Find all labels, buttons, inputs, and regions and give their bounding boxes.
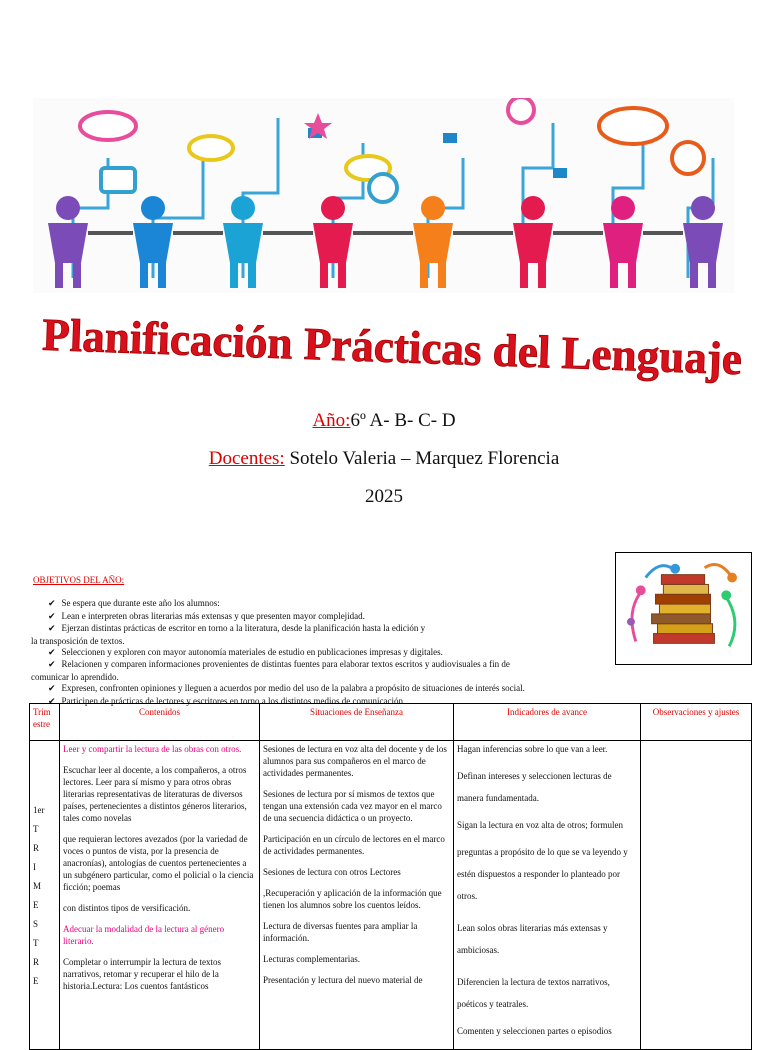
anio-label: Año: [312,410,351,431]
contenidos-section-title: Leer y compartir la lectura de las obras con otros. [63,744,242,754]
indicadores-cell [454,741,641,1050]
objective-item: ✔ Se espera que durante este año los alumnos: [48,598,220,610]
anio-value: 6º A- B- C- D [350,410,456,431]
trimestre-label: 1er [33,805,45,815]
header-contenidos: Contenidos [60,704,260,741]
contenidos-section-title: Adecuar la modalidad de la lectura al género literario. [63,924,225,946]
books-illustration [615,552,752,665]
situacion-item: Participación en un círculo de lectores en el marco de actividades permanentes. [263,834,445,856]
docentes-value: Sotelo Valeria – Marquez Florencia [284,448,560,469]
teachers-line [0,448,768,470]
indicador-item: preguntas a propósito de lo que se va leyendo y estén dispuestos a responder lo planteado por otros. [457,847,628,901]
check-icon: ✔ [48,684,56,695]
objective-item: ✔ Seleccionen y exploren con mayor autonomía materiales de estudio en publicaciones impresas y digitales. [48,647,443,659]
contenidos-paragraph: que requieran lectores avezados (por la variedad de voces o puntos de vista, por la presencia de anacronías), antologías de cuentos pertenecientes a un subgénero particular, como el policial o la ciencia ficción; poemas [63,834,254,892]
indicador-item: Comenten y seleccionen partes o episodios [457,1026,612,1036]
objective-continuation: comunicar lo aprendido. [31,671,119,682]
situacion-item: Sesiones de lectura por sí mismos de textos que tengan una extensión cada vez mayor en el marco de una secuencia didáctica o un proyecto. [263,789,442,823]
indicador-item: Sigan la lectura en voz alta de otros; formulen [457,820,623,830]
page-title [0,290,768,390]
banner-illustration [33,98,734,293]
table-header-row [30,704,752,741]
header-situaciones: Situaciones de Enseñanza [260,704,454,741]
situacion-item: ,Recuperación y aplicación de la información que tienen los alumnos sobre los cuentos leídos. [263,888,442,910]
check-icon: ✔ [48,696,56,707]
objective-item: ✔ Expresen, confronten opiniones y lleguen a acuerdos por medio del uso de la palabra a propósito de situaciones de interés social. [48,683,525,695]
situaciones-cell [260,741,454,1050]
contenidos-paragraph: Completar o interrumpir la lectura de textos narrativos, retomar y recuperar el hilo de la historia.Lectura: Los cuentos fantásticos [63,957,221,991]
indicador-item: Diferencien la lectura de textos narrativos, poéticos y teatrales. [457,977,610,1009]
check-icon: ✔ [48,599,56,610]
objective-item: ✔ Relacionen y comparen informaciones provenientes de distintas fuentes para elaborar textos escritos y audiovisuales a fin de [48,659,510,671]
check-icon: ✔ [48,648,56,659]
header-trimestre: Trim estre [30,704,60,741]
contenidos-paragraph: con distintos tipos de versificación. [63,903,191,913]
objective-item: ✔ Ejerzan distintas prácticas de escritor en torno a la literatura, desde la planificación hasta la edición y [48,623,426,635]
docentes-label: Docentes: [208,448,285,469]
table-row [30,741,752,1050]
situacion-item: Presentación y lectura del nuevo material de [263,975,423,985]
check-icon: ✔ [48,624,56,635]
planning-table [29,703,752,1050]
objective-item: ✔ Lean e interpreten obras literarias más extensas y que presenten mayor complejidad. [48,610,365,622]
indicador-item: Definan intereses y seleccionen lecturas de manera fundamentada. [457,771,612,803]
check-icon: ✔ [48,611,56,622]
situacion-item: Lectura de diversas fuentes para ampliar la información. [263,921,418,943]
header-indicadores: Indicadores de avance [454,704,641,741]
year-grades-line [0,410,768,432]
objectives-section [33,575,613,708]
indicador-item: Lean solos obras literarias más extensas y ambiciosas. [457,923,608,955]
indicador-item: Hagan inferencias sobre lo que van a leer. [457,744,608,754]
contenidos-cell [60,741,260,1050]
situacion-item: Sesiones de lectura con otros Lectores [263,867,401,877]
header-observaciones: Observaciones y ajustes [641,704,752,741]
observaciones-cell [641,741,752,1050]
svg-text:Planificación Prácticas del Le: Planificación Prácticas del Lenguaje [41,308,757,385]
situacion-item: Lecturas complementarias. [263,954,360,964]
check-icon: ✔ [48,660,56,671]
objectives-heading: OBJETIVOS DEL AÑO: [33,575,125,585]
year-number: 2025 [365,486,403,507]
objective-item: ✔ Participen de prácticas de lectores y escritores en torno a los distintos medios de comunicación. [48,695,406,707]
trimestre-cell: 1er T R I M E S T R E [30,741,60,1050]
objective-continuation: la transposición de textos. [31,635,125,646]
contenidos-paragraph: Escuchar leer al docente, a los compañeros, a otros lectores. Leer para sí mismo y para otros obras literarias representativas de literaturas de diversos países, pertenecientes a distintos géneros literarios, tales como novelas [63,765,247,823]
situacion-item: Sesiones de lectura en voz alta del docente y de los alumnos para sus compañeros en el marco de actividades permanentes. [263,744,447,778]
